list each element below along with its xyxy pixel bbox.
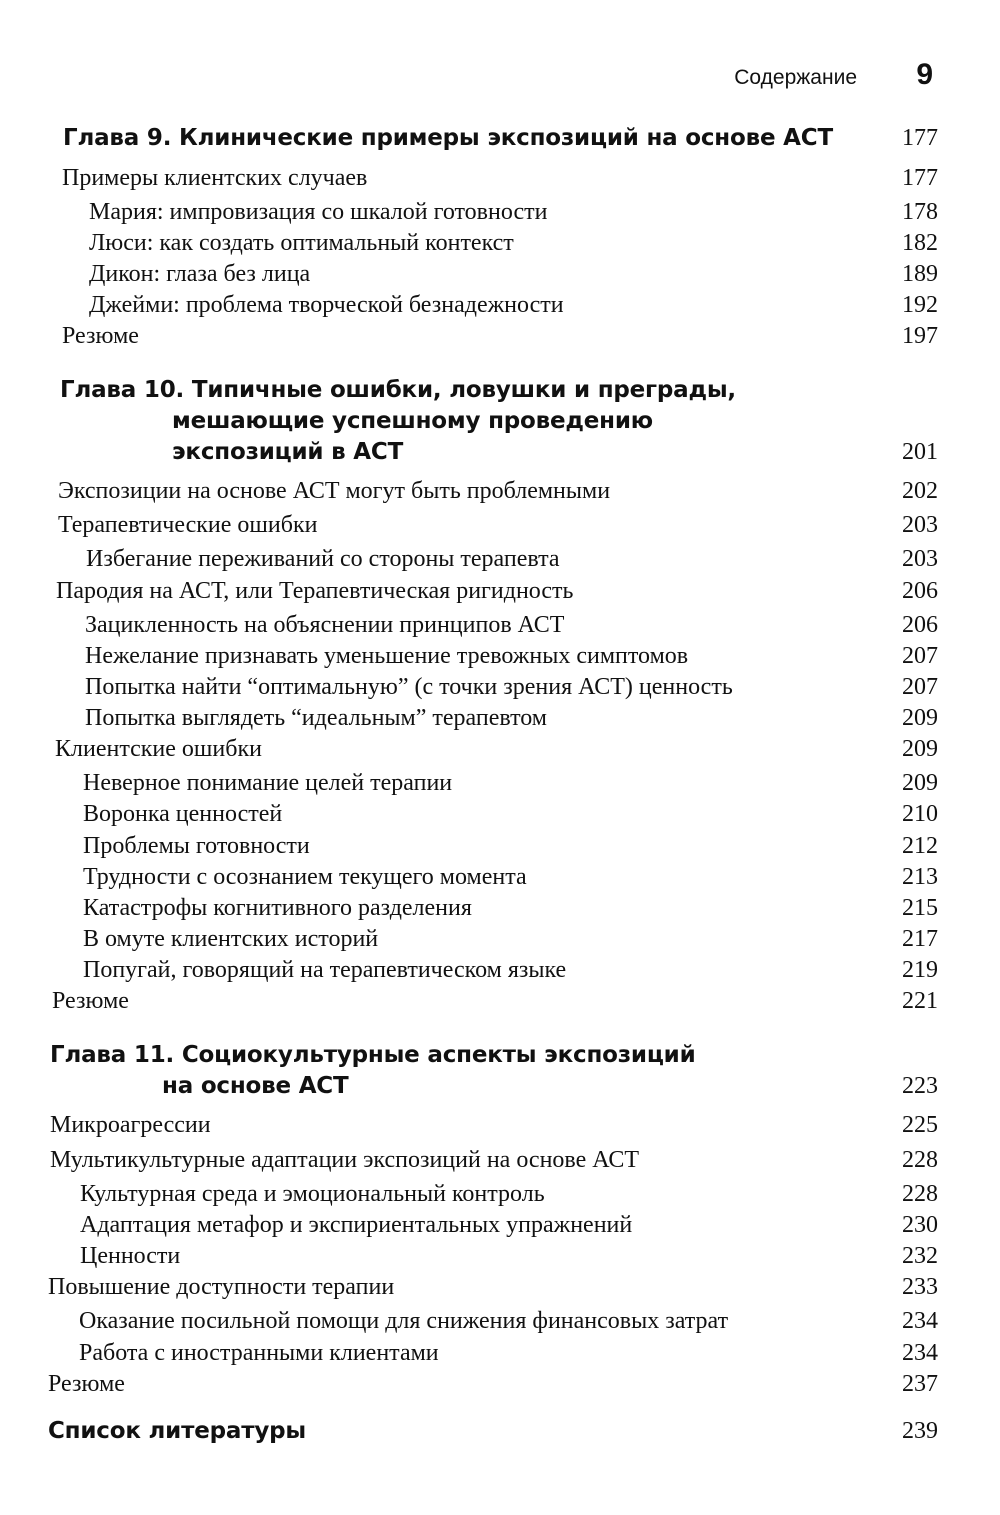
subsection-title: Катастрофы когнитивного разделения bbox=[83, 895, 472, 921]
subsection-title: Нежелание признавать уменьшение тревожных симптомов bbox=[85, 643, 689, 669]
section-title: Повышение доступности терапии bbox=[48, 1274, 395, 1300]
page-ref: 182 bbox=[902, 230, 938, 256]
page-ref: 239 bbox=[902, 1418, 938, 1444]
page-ref: 178 bbox=[902, 199, 938, 225]
page-ref: 221 bbox=[902, 988, 938, 1014]
subsection-title: Неверное понимание целей терапии bbox=[83, 770, 453, 796]
page-ref: 213 bbox=[902, 864, 938, 890]
page-ref: 209 bbox=[902, 705, 938, 731]
subsection-title: Мария: импровизация со шкалой готовности bbox=[89, 199, 548, 225]
chapter-title: мешающие успешному проведению bbox=[172, 408, 653, 434]
page-ref: 228 bbox=[902, 1181, 938, 1207]
page-ref: 210 bbox=[902, 801, 938, 827]
section-title: Микроагрессии bbox=[50, 1112, 211, 1138]
page-ref: 228 bbox=[902, 1147, 938, 1173]
subsection-title: Попытка найти “оптимальную” (с точки зрения АСТ) ценность bbox=[85, 674, 733, 700]
page-ref: 234 bbox=[902, 1340, 938, 1366]
running-title: Содержание bbox=[734, 66, 857, 89]
section-title: Резюме bbox=[48, 1371, 125, 1397]
chapter-title: на основе АСТ bbox=[162, 1073, 349, 1099]
section-title: Пародия на АСТ, или Терапевтическая ригидность bbox=[56, 578, 574, 604]
subsection-title: Оказание посильной помощи для снижения финансовых затрат bbox=[79, 1308, 729, 1334]
subsection-title: Избегание переживаний со стороны терапевта bbox=[86, 546, 560, 572]
subsection-title: Проблемы готовности bbox=[83, 833, 310, 859]
section-title: Примеры клиентских случаев bbox=[62, 165, 368, 191]
subsection-title: Работа с иностранными клиентами bbox=[79, 1340, 439, 1366]
page-ref: 206 bbox=[902, 578, 938, 604]
page-ref: 215 bbox=[902, 895, 938, 921]
chapter-title: Глава 11. Социокультурные аспекты экспозиций bbox=[50, 1042, 696, 1068]
page-ref: 206 bbox=[902, 612, 938, 638]
chapter-title: Список литературы bbox=[48, 1418, 307, 1444]
page-ref: 234 bbox=[902, 1308, 938, 1334]
subsection-title: Попытка выглядеть “идеальным” терапевтом bbox=[85, 705, 547, 731]
page-ref: 202 bbox=[902, 478, 938, 504]
section-title: Экспозиции на основе АСТ могут быть проблемными bbox=[58, 478, 611, 504]
page-ref: 189 bbox=[902, 261, 938, 287]
page-ref: 177 bbox=[902, 125, 938, 151]
page-ref: 192 bbox=[902, 292, 938, 318]
section-title: Мультикультурные адаптации экспозиций на основе АСТ bbox=[50, 1147, 640, 1173]
page-ref: 232 bbox=[902, 1243, 938, 1269]
page-ref: 203 bbox=[902, 546, 938, 572]
page-ref: 209 bbox=[902, 770, 938, 796]
subsection-title: Зацикленность на объяснении принципов АСТ bbox=[85, 612, 565, 638]
subsection-title: Люси: как создать оптимальный контекст bbox=[89, 230, 514, 256]
page-number: 9 bbox=[916, 58, 933, 91]
chapter-title: экспозиций в АСТ bbox=[172, 439, 404, 465]
section-title: Резюме bbox=[52, 988, 129, 1014]
subsection-title: В омуте клиентских историй bbox=[83, 926, 379, 952]
page-ref: 201 bbox=[902, 439, 938, 465]
page-ref: 217 bbox=[902, 926, 938, 952]
subsection-title: Трудности с осознанием текущего момента bbox=[83, 864, 527, 890]
subsection-title: Ценности bbox=[80, 1243, 181, 1269]
page-ref: 225 bbox=[902, 1112, 938, 1138]
section-title: Резюме bbox=[62, 323, 139, 349]
subsection-title: Дикон: глаза без лица bbox=[89, 261, 311, 287]
section-title: Терапевтические ошибки bbox=[58, 512, 318, 538]
page-ref: 233 bbox=[902, 1274, 938, 1300]
section-title: Клиентские ошибки bbox=[55, 736, 262, 762]
subsection-title: Культурная среда и эмоциональный контроль bbox=[80, 1181, 545, 1207]
chapter-title: Глава 10. Типичные ошибки, ловушки и преграды, bbox=[60, 377, 736, 403]
page-ref: 223 bbox=[902, 1073, 938, 1099]
page-ref: 212 bbox=[902, 833, 938, 859]
page-ref: 207 bbox=[902, 674, 938, 700]
page-ref: 209 bbox=[902, 736, 938, 762]
subsection-title: Попугай, говорящий на терапевтическом языке bbox=[83, 957, 567, 983]
page-ref: 230 bbox=[902, 1212, 938, 1238]
subsection-title: Джейми: проблема творческой безнадежности bbox=[89, 292, 564, 318]
page-ref: 203 bbox=[902, 512, 938, 538]
subsection-title: Адаптация метафор и экспириентальных упражнений bbox=[80, 1212, 633, 1238]
page-ref: 219 bbox=[902, 957, 938, 983]
page-ref: 197 bbox=[902, 323, 938, 349]
page-ref: 237 bbox=[902, 1371, 938, 1397]
page-ref: 177 bbox=[902, 165, 938, 191]
chapter-title: Глава 9. Клинические примеры экспозиций на основе АСТ bbox=[63, 125, 833, 151]
subsection-title: Воронка ценностей bbox=[83, 801, 283, 827]
page-ref: 207 bbox=[902, 643, 938, 669]
